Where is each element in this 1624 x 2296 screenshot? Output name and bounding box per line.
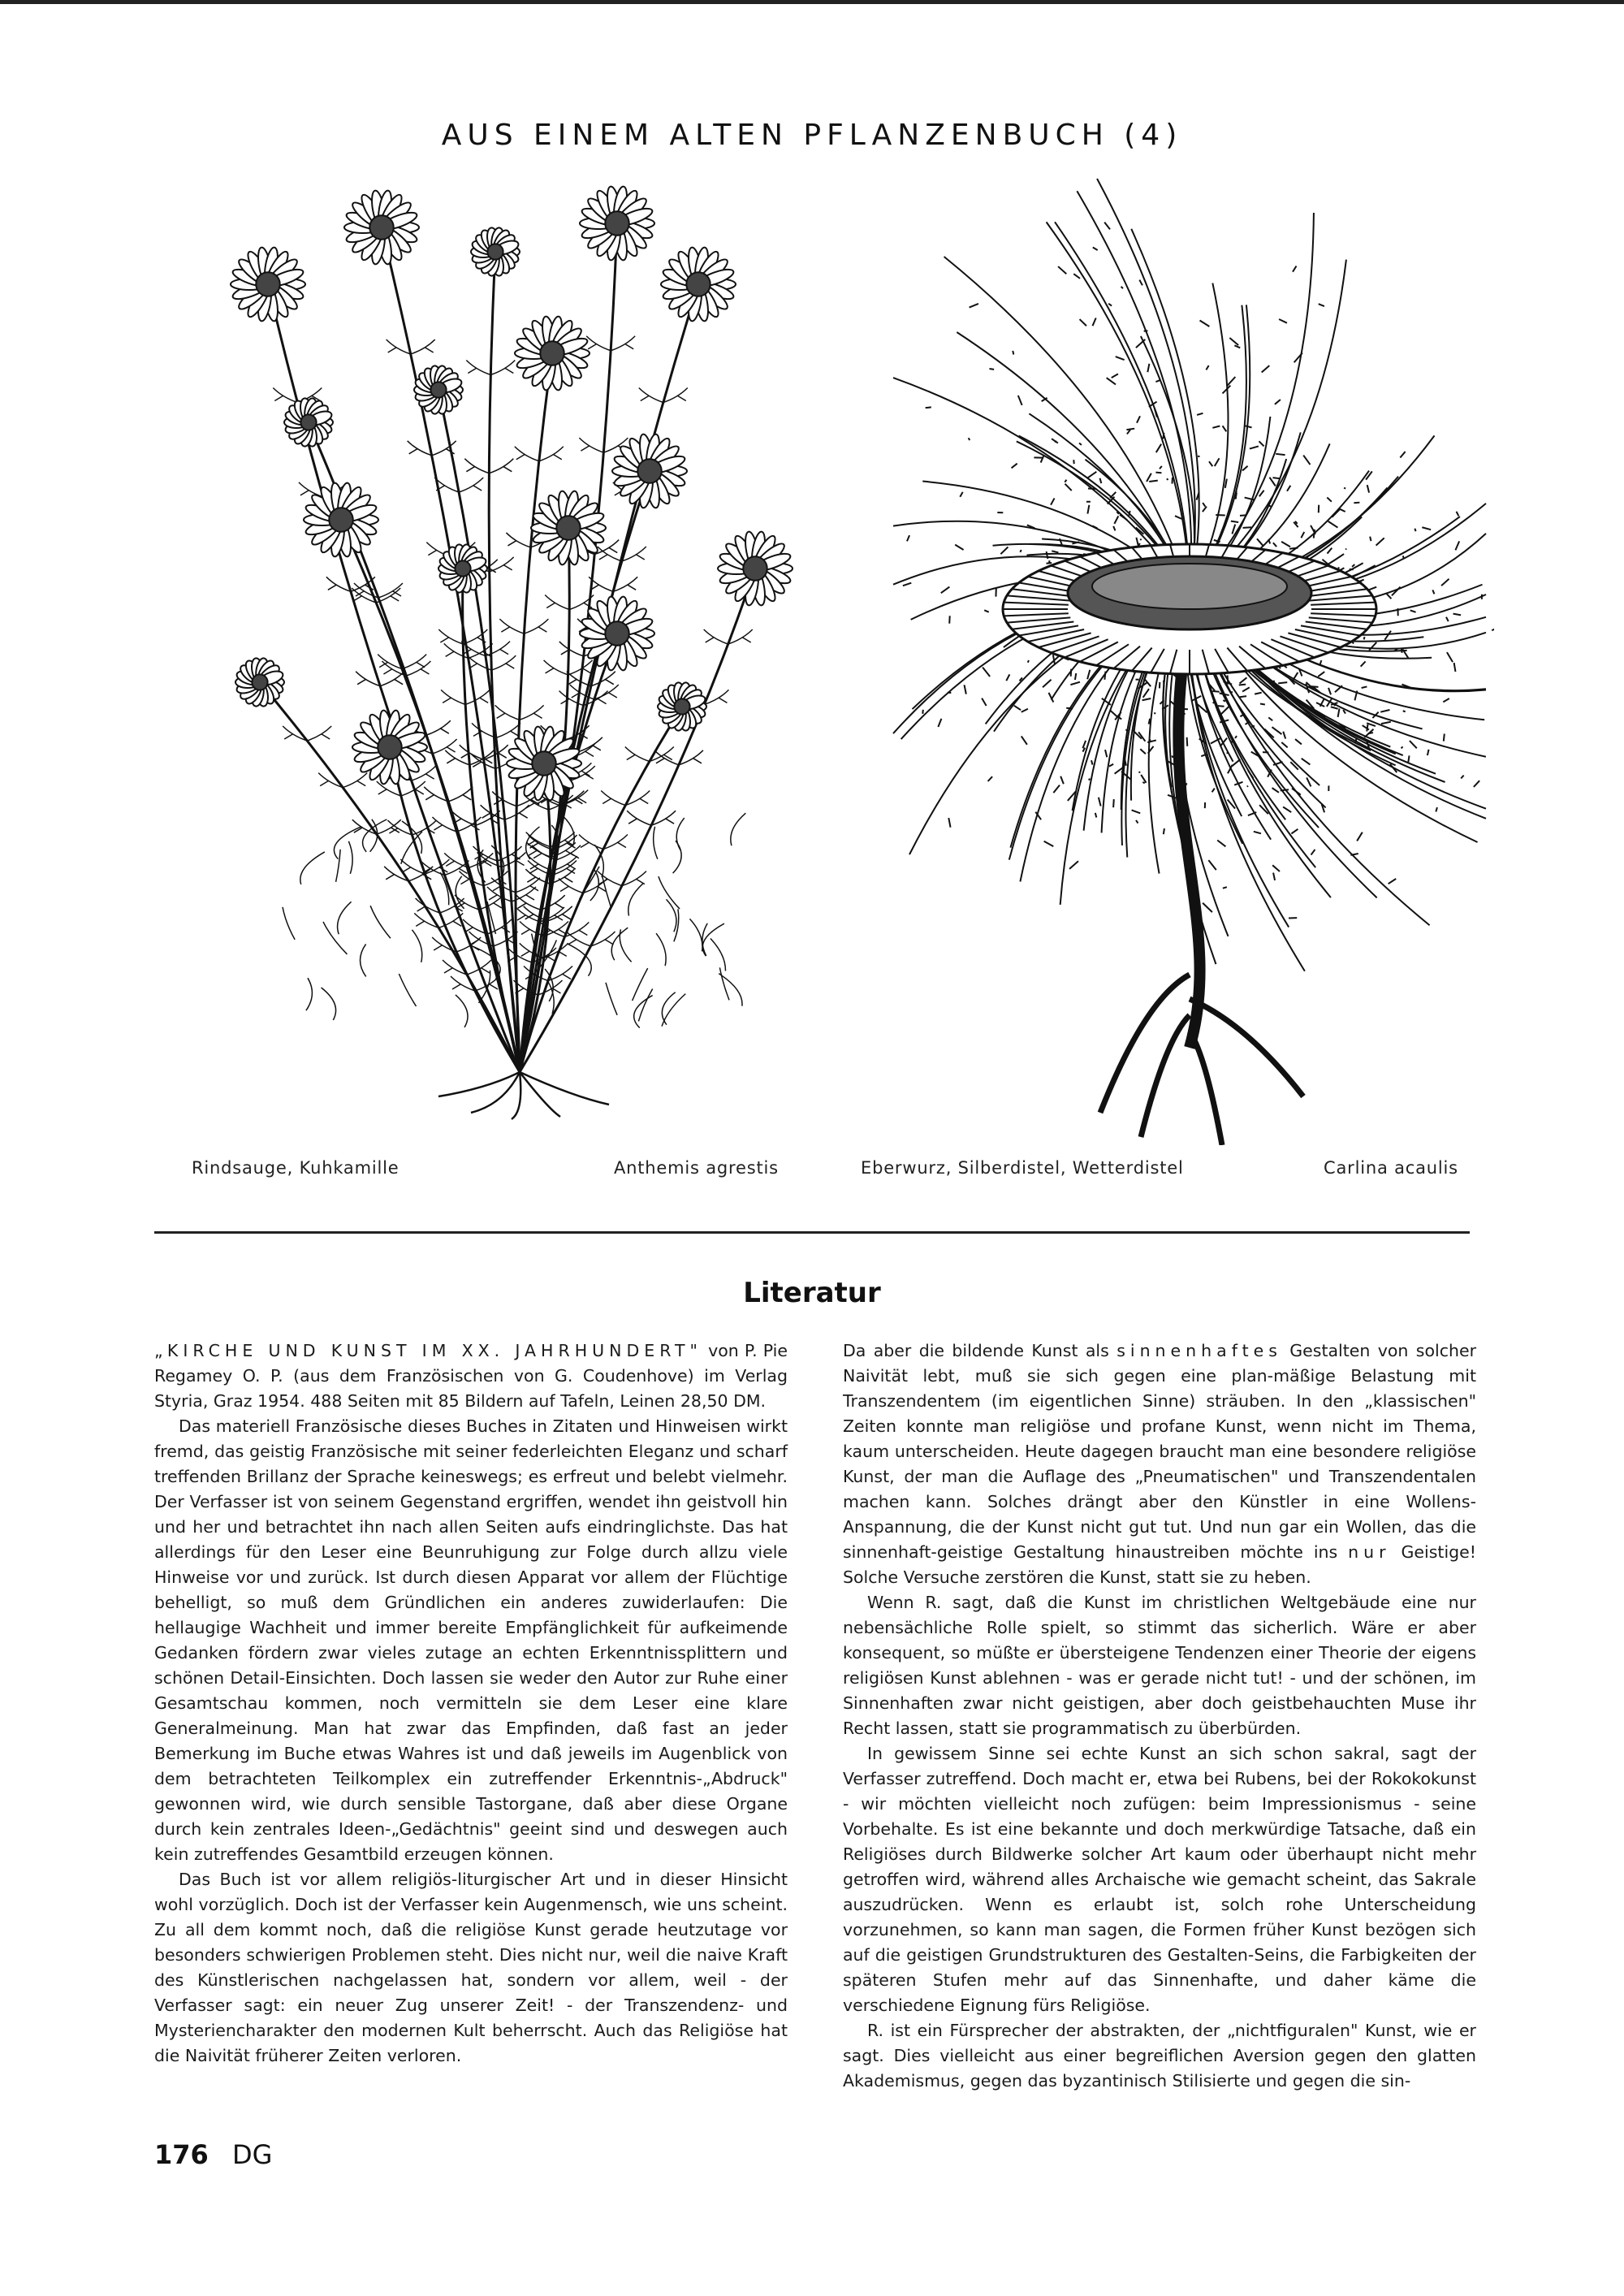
carline-thistle-woodcut-illustration	[885, 171, 1494, 1145]
book-details: von P. Pie Regamey O. P. (aus dem Französischen von G. Coudenhove) im Verlag Styria, Graz 1954. 488 Seiten mit 85 Bildern auf Tafeln, Leinen 28,50 DM.	[154, 1341, 788, 1411]
book-title: „KIRCHE UND KUNST IM XX. JAHRHUNDERT"	[154, 1341, 702, 1360]
review-citation-paragraph	[154, 1338, 788, 1414]
top-border-line	[0, 0, 1624, 4]
article-column-left	[154, 1338, 788, 2069]
caption-left-latin-name: Anthemis agrestis	[614, 1158, 779, 1178]
paragraph: Wenn R. sagt, daß die Kunst im christlichen Weltgebäude eine nur nebensächliche Rolle spielt, so stimmt das sicherlich. Wäre er aber konsequent, so müßte er übersteigene Tendenzen einer Theorie der eigens religiösen Kunst ablehnen - was er gerade nicht tut! - und der schönen, im Sinnenhaften zwar nicht geistigen, aber doch geistbehauchten Muse ihr Recht lassen, statt sie programmatisch zu überbürden.	[843, 1593, 1476, 1738]
text-run: Gestalten von solcher Naivität lebt, muß sie sich gegen eine plan-mäßige Belastung mit Transzendentem (im eigentlichen Sinne) sträuben. In den „klassischen" Zeiten konnte man religiöse und profane Kunst, wenn nicht im Thema, kaum unterscheiden. Heute dagegen braucht man eine besondere religiöse Kunst, der man die Auflage des „Pneumatischen" und Transzendentalen machen kann. Solches drängt aber den Künstler in eine Wollens-Anspannung, die der Kunst nicht gut tut. Und nun gar ein Wollen, das die sinnenhaft-geistige Gestaltung hinaustreiben möchte ins	[843, 1341, 1477, 1562]
paragraph: R. ist ein Fürsprecher der abstrakten, der „nichtfiguralen" Kunst, wie er sagt. Dies vielleicht aus einer begreiflichen Aversion gegen den glatten Akademismus, gegen das byzantinisch Stilisierte und gegen die sin-	[843, 2021, 1476, 2091]
caption-right-common-name: Eberwurz, Silberdistel, Wetterdistel	[861, 1158, 1184, 1178]
page-number: 176	[154, 2139, 209, 2170]
emphasized-word: nur	[1348, 1542, 1391, 1562]
paragraph: In gewissem Sinne sei echte Kunst an sich schon sakral, sagt der Verfasser zutreffend. Doch macht er, etwa bei Rubens, bei der Rokokokunst - wir möchten vielleicht noch zufügen: beim Impressionismus - seine Vorbehalte. Es ist eine bekannte und doch merkwürdige Tatsache, daß ein Religiöses durch Bildwerke solcher Art kaum oder überhaupt nicht mehr getroffen wird, während alles Archaische wie gemacht scheint, das Sakrale auszudrücken. Wenn es erlaubt ist, solch rohe Unterscheidung vorzunehmen, so kann man sagen, die Formen früher Kunst bezögen sich auf die geistigen Grundstrukturen des Gestalten-Seins, die Farbigkeiten der späteren Stufen mehr auf das Sinnenhafte, und daher käme die verschiedene Eignung fürs Religiöse.	[843, 1744, 1476, 2015]
text-run: Geistige! Solche Versuche zerstören die Kunst, statt sie zu heben.	[843, 1542, 1476, 1587]
paragraph: Das materiell Französische dieses Buches in Zitaten und Hinweisen wirkt fremd, das geistig Französische mit seiner federleichten Eleganz und scharf treffenden Brillanz der Sprache keineswegs; es erfreut und belebt vielmehr. Der Verfasser ist von seinem Gegenstand ergriffen, wendet ihn geistvoll hin und her und betrachtet ihn nach allen Seiten aufs eindringlichste. Das hat allerdings für den Leser eine Beunruhigung zur Folge durch allzu viele Hinweise vor und zurück. Ist durch diesen Apparat vor allem der Flüchtige behelligt, so muß dem Gründlichen ein anderes zuwiderlaufen: Die hellaugige Wachheit und immer bereite Empfänglichkeit für aufkeimende Gedanken fördern zwar vieles zutage an echten Erkenntnissplittern und schönen Detail-Einsichten. Doch lassen sie weder den Autor zur Ruhe einer Gesamtschau kommen, noch vermitteln sie dem Leser eine klare Generalmeinung. Man hat zwar das Empfinden, daß fast an jeder Bemerkung im Buche etwas Wahres ist und daß jeweils im Augenblick von dem betrachteten Teilkomplex ein zutreffender Erkenntnis-„Abdruck" gewonnen wird, wie durch sensible Tastorgane, daß aber diese Organe durch kein zentrales Ideen-„Gedächtnis" geeint sind und deswegen auch kein zutreffendes Gesamtbild erzeugen können.	[154, 1416, 788, 1864]
caption-right-latin-name: Carlina acaulis	[1324, 1158, 1458, 1178]
emphasized-word: sinnenhaftes	[1116, 1341, 1282, 1360]
page-title: AUS EINEM ALTEN PFLANZENBUCH (4)	[441, 119, 1183, 152]
paragraph	[843, 1338, 1476, 1590]
chamomile-woodcut-icon	[195, 179, 820, 1121]
caption-left-common-name: Rindsauge, Kuhkamille	[192, 1158, 400, 1178]
carline-thistle-woodcut-icon	[885, 171, 1494, 1145]
section-heading: Literatur	[743, 1277, 881, 1309]
chamomile-woodcut-illustration	[195, 179, 820, 1121]
text-run: Da aber die bildende Kunst als	[843, 1341, 1117, 1360]
paragraph: Das Buch ist vor allem religiös-liturgischer Art und in dieser Hinsicht wohl vorzüglich. Doch ist der Verfasser kein Augenmensch, wie uns scheint. Zu all dem kommt noch, daß die religiöse Kunst gerade heutzutage vor besonders schwierigen Problemen steht. Dies nicht nur, weil die naive Kraft des Künstlerischen nachgelassen hat, sondern vor allem, weil - der Verfasser sagt: ein neuer Zug unserer Zeit! - der Transzendenz- und Mysteriencharakter den modernen Kult beherrscht. Auch das Religiöse hat die Naivität früherer Zeiten verloren.	[154, 1870, 788, 2065]
article-column-right	[843, 1338, 1476, 2094]
section-divider	[154, 1231, 1470, 1234]
journal-abbreviation: DG	[232, 2139, 273, 2170]
